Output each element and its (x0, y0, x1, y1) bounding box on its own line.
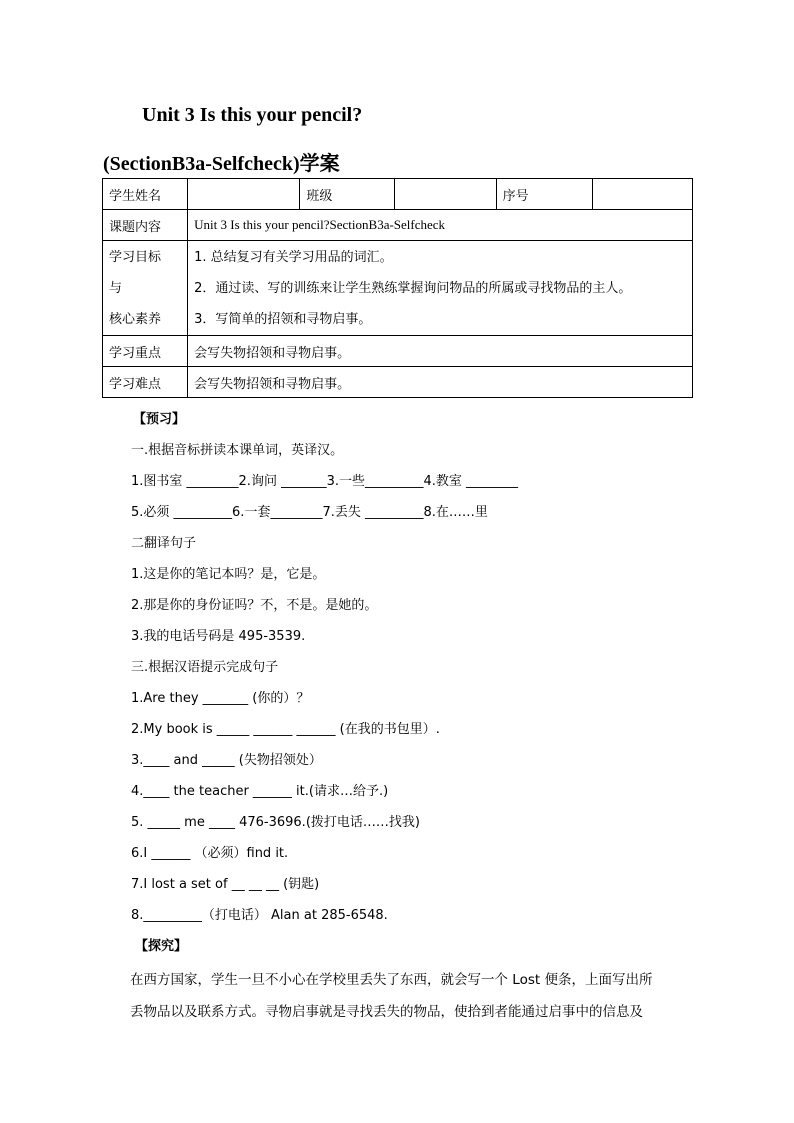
key-points-value: 会写失物招领和寻物启事。 (188, 336, 693, 367)
exercise-line: 3.我的电话号码是 495-3539. (131, 629, 306, 644)
table-row (103, 179, 693, 210)
exercise-line: 4.____ the teacher ______ it.(请求…给予.) (131, 784, 389, 799)
paragraph-line: 丢物品以及联系方式。寻物启事就是寻找丢失的物品，使拾到者能通过启事中的信息及 (130, 1004, 643, 1020)
exercise-instruction: 三.根据汉语提示完成句子 (131, 660, 279, 675)
worksheet-body (131, 404, 691, 962)
seat-number-label: 序号 (496, 179, 592, 210)
exercise-line: 1.Are they _______ (你的）？ (131, 691, 310, 706)
section-heading-preview: 【预习】 (133, 412, 186, 427)
exercise-line: 6.I ______ （必须）find it. (131, 846, 289, 861)
topic-label: 课题内容 (103, 210, 188, 241)
exercise-line: 1.图书室 ________2.询问 _______3.一些_________4.教室 ________ (131, 474, 519, 489)
student-name-field (188, 179, 300, 210)
table-row (103, 241, 693, 336)
table-row (103, 367, 693, 398)
seat-number-field (592, 179, 692, 210)
exercise-instruction: 二翻译句子 (131, 536, 197, 551)
goal-item: 2．通过读、写的训练来让学生熟练掌握询问物品的所属或寻找物品的主人。 (194, 280, 632, 296)
goal-item: 1. 总结复习有关学习用品的词汇。 (194, 249, 393, 265)
exercise-line: 5.必须 _________6.一套________7.丢失 _________8.在……里 (131, 505, 488, 520)
exercise-line: 7.I lost a set of __ __ __ (钥匙) (131, 877, 320, 892)
exercise-line: 2.那是你的身份证吗？不，不是。是她的。 (131, 598, 378, 613)
section-heading-explore: 【探究】 (135, 939, 188, 954)
exercise-line: 5. _____ me ____ 476-3696.(拨打电话……找我) (131, 815, 420, 830)
title-line-2: (SectionB3a-Selfcheck)学案 (103, 153, 340, 175)
class-field (395, 179, 496, 210)
table-row (103, 336, 693, 367)
class-label: 班级 (300, 179, 395, 210)
goals-label-line: 与 (109, 280, 123, 296)
explore-paragraph (130, 964, 730, 1028)
table-row (103, 210, 693, 241)
goals-label-line: 核心素养 (109, 311, 162, 327)
exercise-line: 1.这是你的笔记本吗？是，它是。 (131, 567, 326, 582)
exercise-line: 8._________（打电话） Alan at 285-6548. (131, 908, 388, 923)
goals-label-line: 学习目标 (109, 249, 162, 265)
goals-value (188, 241, 693, 336)
exercise-instruction: 一.根据音标拼读本课单词，英译汉。 (131, 443, 344, 458)
key-points-label: 学习重点 (103, 336, 188, 367)
paragraph-line: 在西方国家，学生一旦不小心在学校里丢失了东西，就会写一个 Lost 便条，上面写出所 (130, 972, 653, 988)
title-line-1: Unit 3 Is this your pencil? (142, 104, 363, 126)
exercise-line: 3.____ and _____ (失物招领处） (131, 753, 322, 768)
topic-value: Unit 3 Is this your pencil?SectionB3a-Selfcheck (188, 210, 693, 241)
goals-label (103, 241, 188, 336)
goal-item: 3．写简单的招领和寻物启事。 (194, 311, 372, 327)
student-name-label: 学生姓名 (103, 179, 188, 210)
difficulty-value: 会写失物招领和寻物启事。 (188, 367, 693, 398)
info-table (102, 178, 693, 398)
difficulty-label: 学习难点 (103, 367, 188, 398)
exercise-line: 2.My book is _____ ______ ______ (在我的书包里）. (131, 722, 440, 737)
